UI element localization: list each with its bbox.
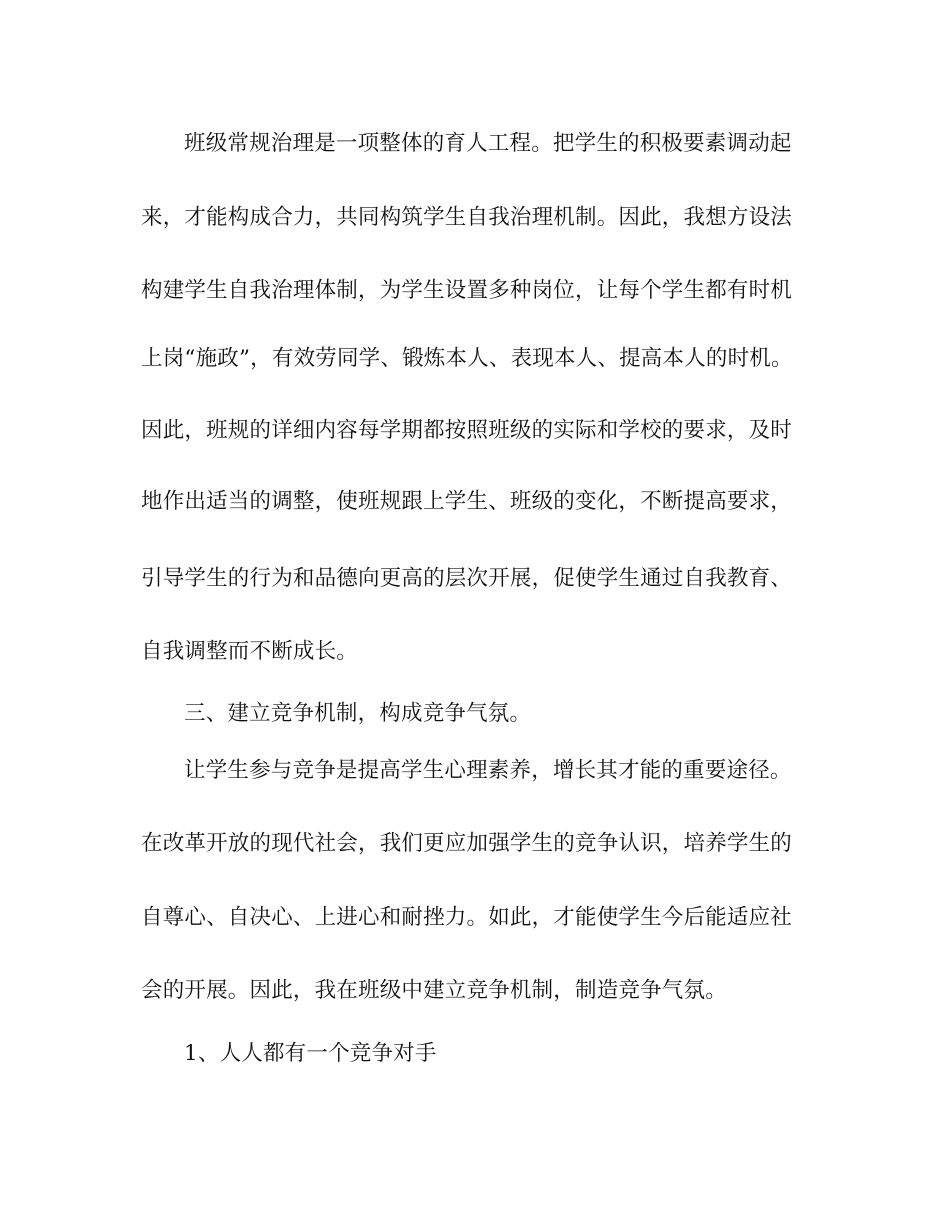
section-heading: 三、建立竞争机制，构成竞争气氛。 xyxy=(184,701,532,726)
paragraph-line: 会的开展。因此，我在班级中建立竞争机制，制造竞争气氛。 xyxy=(141,978,727,1003)
paragraph-line: 上岗“施政”，有效劳同学、锻炼本人、表现本人、提高本人的时机。 xyxy=(141,346,793,371)
paragraph-line: 自我调整而不断成长。 xyxy=(141,639,359,664)
paragraph-line: 让学生参与竞争是提高学生心理素养，增长其才能的重要途径。 xyxy=(184,758,792,783)
paragraph-line: 班级常规治理是一项整体的育人工程。把学生的积极要素调动起 xyxy=(184,131,792,156)
subsection-heading: 1、人人都有一个竞争对手 xyxy=(184,1041,437,1066)
paragraph-line: 自尊心、自决心、上进心和耐挫力。如此，才能使学生今后能适应社 xyxy=(141,905,793,930)
paragraph-line: 因此，班规的详细内容每学期都按照班级的实际和学校的要求，及时 xyxy=(141,418,793,443)
paragraph-line: 在改革开放的现代社会，我们更应加强学生的竞争认识，培养学生的 xyxy=(141,831,793,856)
paragraph-line: 来，才能构成合力，共同构筑学生自我治理机制。因此，我想方设法 xyxy=(141,205,793,230)
paragraph-line: 构建学生自我治理体制，为学生设置多种岗位，让每个学生都有时机 xyxy=(141,278,793,303)
paragraph-line: 引导学生的行为和品德向更高的层次开展，促使学生通过自我教育、 xyxy=(141,566,793,591)
paragraph-line: 地作出适当的调整，使班规跟上学生、班级的变化，不断提高要求， xyxy=(141,489,793,514)
